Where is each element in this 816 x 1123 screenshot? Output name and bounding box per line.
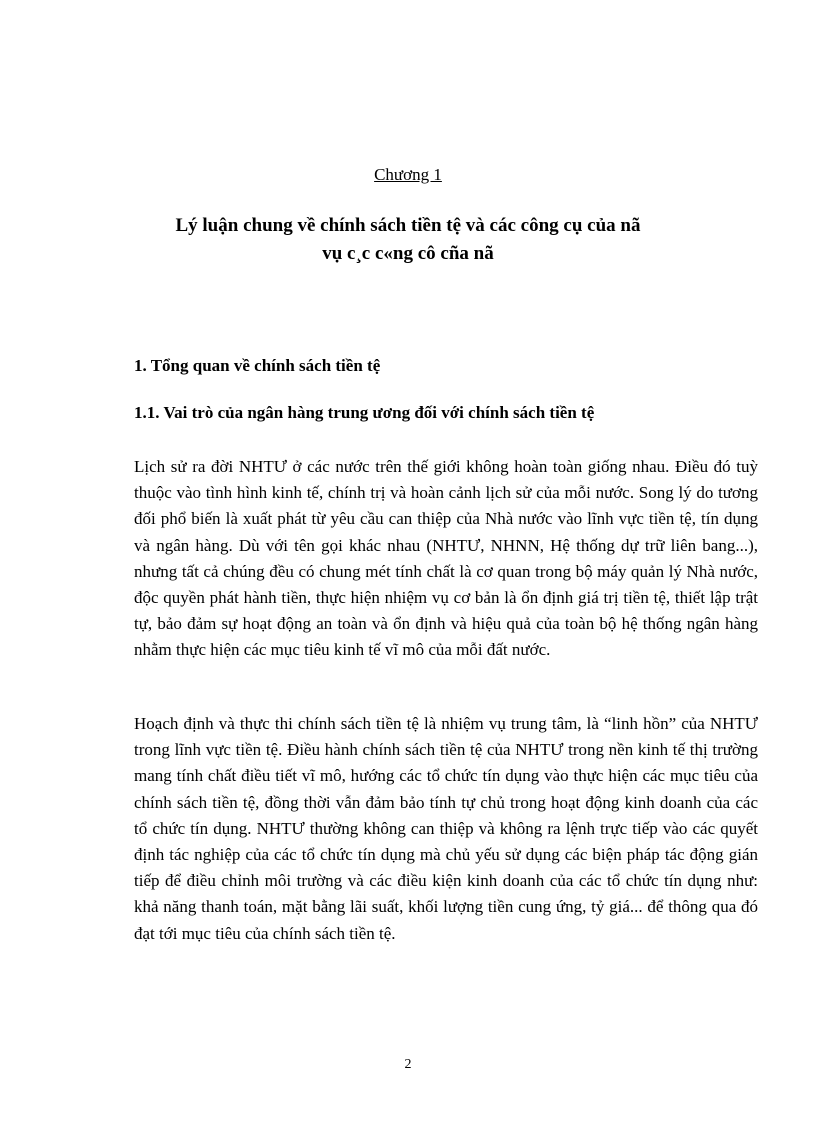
chapter-title-line-1: Lý luận chung về chính sách tiền tệ và các công cụ của nã xyxy=(175,215,641,236)
section-heading-1: 1. Tổng quan về chính sách tiền tệ xyxy=(134,356,381,375)
page-number: 2 xyxy=(404,1057,412,1072)
chapter-title-line-2: vụ c¸c c«ng cô cña nã xyxy=(322,243,494,264)
chapter-title xyxy=(130,212,686,268)
section-heading-1-1: 1.1. Vai trò của ngân hàng trung ương đối với chính sách tiền tệ xyxy=(134,403,595,422)
chapter-label: Chương 1 xyxy=(374,165,442,184)
paragraph-2: Hoạch định và thực thi chính sách tiền tệ là nhiệm vụ trung tâm, là “linh hồn” của NHTƯ trong lĩnh vực tiền tệ. Điều hành chính sách tiền tệ của NHTƯ trong nền kinh tế thị trường mang tính chất điều tiết vĩ mô, hướng các tổ chức tín dụng vào thực hiện các mục tiêu của chính sách tiền tệ, đồng thời vẫn đảm bảo tính tự chủ trong hoạt động kinh doanh của các tổ chức tín dụng. NHTƯ thường không can thiệp và không ra lệnh trực tiếp vào các quyết định tác nghiệp của các tổ chức tín dụng mà chủ yếu sử dụng các biện pháp tác động gián tiếp để điều chỉnh môi trường và các điều kiện kinh doanh của các tổ chức tín dụng như: khả năng thanh toán, mặt bằng lãi suất, khối lượng tiền cung ứng, tỷ giá... để thông qua đó đạt tới mục tiêu của chính sách tiền tệ. xyxy=(134,714,758,943)
paragraph-1: Lịch sử ra đời NHTƯ ở các nước trên thế giới không hoàn toàn giống nhau. Điều đó tuỳ thuộc vào tình hình kinh tế, chính trị và hoàn cảnh lịch sử của mỗi nước. Song lý do tương đối phổ biến là xuất phát từ yêu cầu can thiệp của Nhà nước vào lĩnh vực tiền tệ, tín dụng và ngân hàng. Dù với tên gọi khác nhau (NHTƯ, NHNN, Hệ thống dự trữ liên bang...), nhưng tất cả chúng đều có chung mét tính chất là cơ quan trong bộ máy quản lý Nhà nước, độc quyền phát hành tiền, thực hiện nhiệm vụ cơ bản là ổn định giá trị tiền tệ, thiết lập trật tự, bảo đảm sự hoạt động an toàn và ổn định và hiệu quả của toàn bộ hệ thống ngân hàng nhằm thực hiện các mục tiêu kinh tế vĩ mô của mỗi đất nước. xyxy=(134,457,758,660)
